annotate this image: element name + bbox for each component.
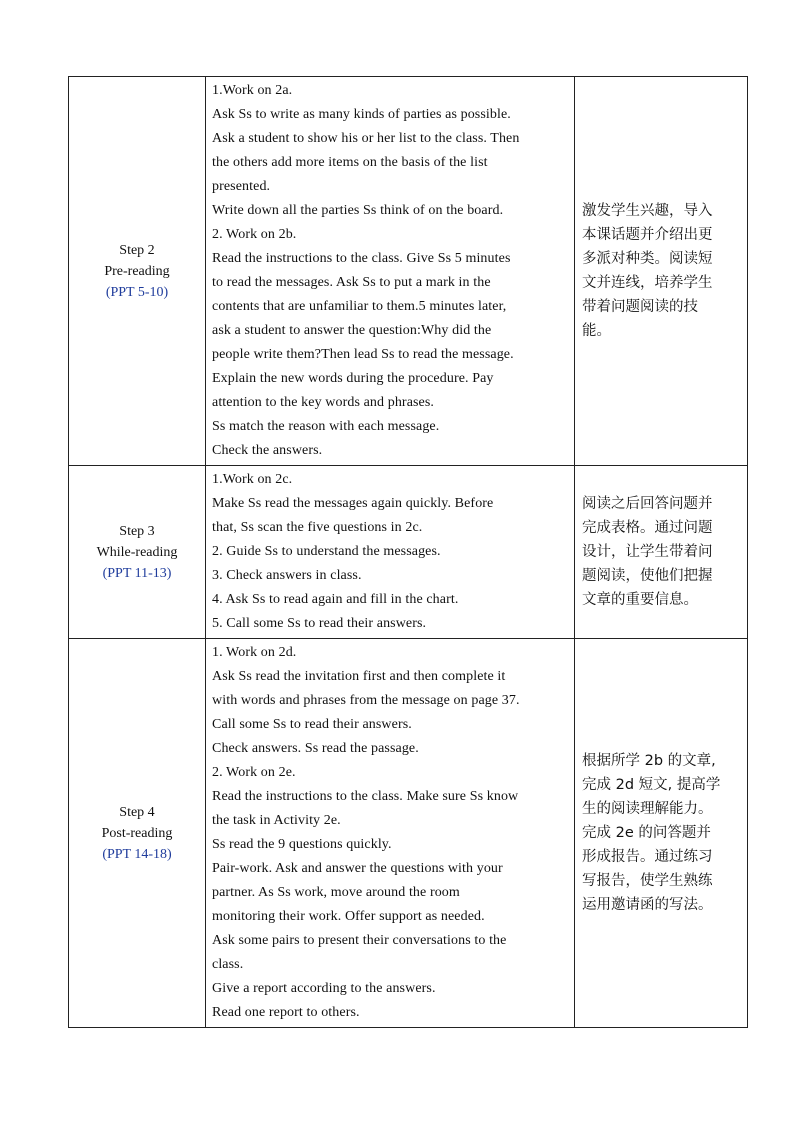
purpose-line: 根据所学 2b 的文章, xyxy=(582,753,716,769)
procedure-line: Ask Ss read the invitation first and then complete it xyxy=(212,669,506,684)
stage-label: Post-reading xyxy=(101,825,173,841)
purpose-cell xyxy=(575,77,748,466)
procedure-cell xyxy=(206,639,575,1028)
purpose-line: 题阅读，使他们把握 xyxy=(582,568,713,584)
step-label: Step 4 xyxy=(119,804,155,820)
procedure-line: Make Ss read the messages again quickly. Before xyxy=(212,496,494,511)
procedure-line: Give a report according to the answers. xyxy=(212,981,436,996)
procedure-line: Ss match the reason with each message. xyxy=(212,419,440,434)
procedure-line: 4. Ask Ss to read again and fill in the chart. xyxy=(212,592,459,607)
lesson-plan-table xyxy=(68,76,748,1028)
purpose-line: 多派对种类。阅读短 xyxy=(582,251,713,267)
purpose-line: 运用邀请函的写法。 xyxy=(582,897,713,913)
procedure-line: 1.Work on 2a. xyxy=(212,83,293,98)
procedure-line: Explain the new words during the procedure. Pay xyxy=(212,371,494,386)
procedure-line: 1. Work on 2d. xyxy=(212,645,297,660)
procedure-line: partner. As Ss work, move around the room xyxy=(212,885,460,900)
purpose-line: 文并连线，培养学生 xyxy=(582,275,713,291)
purpose-line: 完成表格。通过问题 xyxy=(582,520,713,536)
procedure-line: Write down all the parties Ss think of on the board. xyxy=(212,203,504,218)
procedure-line: Check answers. Ss read the passage. xyxy=(212,741,419,756)
procedure-line: attention to the key words and phrases. xyxy=(212,395,435,410)
stage-label: While-reading xyxy=(96,544,178,560)
procedure-line: 1.Work on 2c. xyxy=(212,472,293,487)
procedure-line: Read one report to others. xyxy=(212,1005,360,1020)
procedure-cell xyxy=(206,77,575,466)
purpose-line: 完成 2d 短文, 提高学 xyxy=(582,777,721,793)
table-row xyxy=(69,77,748,466)
step-cell xyxy=(69,466,206,639)
lesson-plan-body xyxy=(69,77,748,1028)
purpose-line: 完成 2e 的问答题并 xyxy=(582,825,711,841)
procedure-line: Call some Ss to read their answers. xyxy=(212,717,412,732)
purpose-line: 激发学生兴趣，导入 xyxy=(582,203,713,219)
purpose-line: 文章的重要信息。 xyxy=(582,592,698,608)
purpose-cell xyxy=(575,466,748,639)
table-row xyxy=(69,466,748,639)
purpose-line: 本课话题并介绍出更 xyxy=(582,227,713,243)
procedure-line: Read the instructions to the class. Make sure Ss know xyxy=(212,789,519,804)
procedure-line: class. xyxy=(212,957,244,972)
purpose-line: 形成报告。通过练习 xyxy=(582,849,713,865)
purpose-line: 阅读之后回答问题并 xyxy=(582,496,713,512)
procedure-line: Ask Ss to write as many kinds of parties as possible. xyxy=(212,107,511,122)
procedure-line: with words and phrases from the message on page 37. xyxy=(212,693,520,708)
procedure-line: Pair-work. Ask and answer the questions with your xyxy=(212,861,503,876)
procedure-line: Ss read the 9 questions quickly. xyxy=(212,837,392,852)
procedure-line: to read the messages. Ask Ss to put a mark in the xyxy=(212,275,491,290)
step-cell xyxy=(69,639,206,1028)
ppt-range: (PPT 5-10) xyxy=(105,284,169,300)
procedure-line: Ask a student to show his or her list to the class. Then xyxy=(212,131,520,146)
purpose-line: 生的阅读理解能力。 xyxy=(582,801,713,817)
ppt-range: (PPT 11-13) xyxy=(102,565,172,581)
procedure-cell xyxy=(206,466,575,639)
procedure-line: Read the instructions to the class. Give Ss 5 minutes xyxy=(212,251,511,266)
procedure-line: ask a student to answer the question:Why did the xyxy=(212,323,492,338)
procedure-line: that, Ss scan the five questions in 2c. xyxy=(212,520,423,535)
step-label: Step 2 xyxy=(119,242,155,258)
procedure-line: the others add more items on the basis of the list xyxy=(212,155,488,170)
step-cell xyxy=(69,77,206,466)
procedure-line: the task in Activity 2e. xyxy=(212,813,341,828)
stage-label: Pre-reading xyxy=(104,263,170,279)
purpose-line: 设计，让学生带着问 xyxy=(582,544,713,560)
procedure-line: Ask some pairs to present their conversations to the xyxy=(212,933,507,948)
procedure-line: presented. xyxy=(212,179,271,194)
procedure-line: 2. Work on 2e. xyxy=(212,765,296,780)
step-label: Step 3 xyxy=(119,523,155,539)
purpose-cell xyxy=(575,639,748,1028)
ppt-range: (PPT 14-18) xyxy=(102,846,172,862)
procedure-line: contents that are unfamiliar to them.5 minutes later, xyxy=(212,299,507,314)
table-row xyxy=(69,639,748,1028)
procedure-line: 2. Work on 2b. xyxy=(212,227,297,242)
purpose-line: 能。 xyxy=(582,323,611,339)
procedure-line: 2. Guide Ss to understand the messages. xyxy=(212,544,441,559)
procedure-line: 3. Check answers in class. xyxy=(212,568,362,583)
procedure-line: monitoring their work. Offer support as needed. xyxy=(212,909,485,924)
procedure-line: Check the answers. xyxy=(212,443,323,458)
procedure-line: people write them?Then lead Ss to read the message. xyxy=(212,347,514,362)
purpose-line: 带着问题阅读的技 xyxy=(582,299,698,315)
purpose-line: 写报告，使学生熟练 xyxy=(582,873,713,889)
procedure-line: 5. Call some Ss to read their answers. xyxy=(212,616,427,631)
